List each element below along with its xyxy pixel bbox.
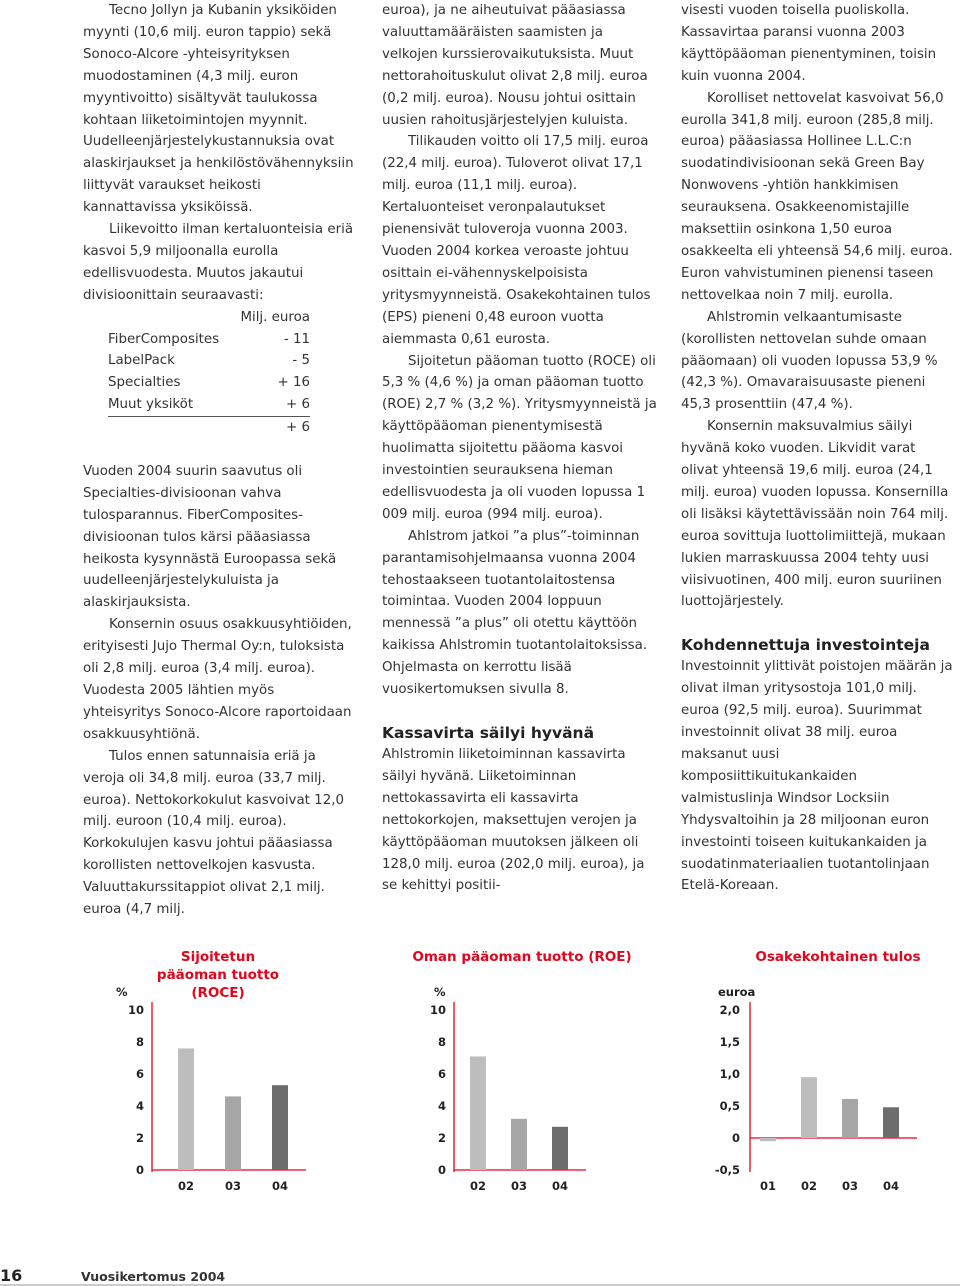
paragraph: Tecno Jollyn ja Kubanin yksiköiden myynti (10,6 milj. euron tappio) sekä Sonoco-Alcore -yhteisyrityksen muodostaminen (4,3 milj. euron myyntivoitto) sisältyvät taulukossa kohtaan liiketoimintojen myynnit. Uudelleenjärjestelykustannuksia ovat alaskirjaukset ja henkilöstövähennyksiin liittyvät varaukset heikosti kannattavissa yksiköissä.: [83, 3, 354, 216]
paragraph: Liikevoitto ilman kertaluonteisia eriä kasvoi 5,9 miljoonalla eurolla edellisvuodesta. Muutos jakautui divisioonittain seuraavasti:: [83, 222, 354, 303]
paragraph: Ahlstrom jatkoi ”a plus”-toiminnan parantamisohjelmaansa vuonna 2004 tehostaakseen tuotantolaitostensa toimintaa. Vuoden 2004 loppuun mennessä ”a plus” oli otettu käyttöön kaikissa Ahlstromin tuotantolaitoksissa. Ohjelmasta on kerrottu lisää vuosikertomuksen sivulla 8.: [382, 528, 648, 698]
x-tick-label: 02: [800, 1179, 818, 1193]
paragraph: Vuoden 2004 suurin saavutus oli Specialties-divisioonan vahva tulosparannus. FiberComposites-divisioonan tulos kärsi pääasiassa heikosta kysynnästä Euroopassa sekä uudelleenjärjestelykuluista ja alaskirjauksista.: [83, 463, 337, 611]
y-unit-label: euroa: [718, 985, 756, 999]
paragraph: Ahlstromin velkaantumisaste (korollisten nettovelan suhde omaan pääomaan) oli vuoden lopussa 53,9 % (42,3 %). Omavaraisuusaste pieneni 45,3 prosenttiin (47,4 %).: [681, 309, 938, 413]
paragraph: visesti vuoden toisella puoliskolla. Kassavirtaa paransi vuonna 2003 käyttöpääoman pienentyminen, toisin kuin vuonna 2004.: [681, 3, 937, 84]
y-tick-label: 4: [437, 1099, 446, 1113]
section-heading: Kohdennettuja investointeja: [681, 636, 930, 655]
divisional-change-table: [108, 307, 310, 439]
y-tick-label: 0: [135, 1163, 144, 1177]
bar: [272, 1085, 288, 1170]
row-label: Muut yksiköt: [108, 397, 194, 413]
table-row: [108, 329, 310, 351]
x-tick-label: 01: [759, 1179, 777, 1193]
x-tick-label: 03: [841, 1179, 859, 1193]
table-row: [108, 394, 310, 417]
chart-roce: [110, 940, 350, 1200]
paragraph: euroa), ja ne aiheutuivat pääasiassa valuuttamääräisten saamisten ja velkojen kurssierovaikutuksista. Muut nettorahoituskulut olivat 2,8 milj. euroa (0,2 milj. euroa). Nousu johtui osittain uusien rahoitusjärjestelyjen kuluista.: [382, 3, 648, 128]
table-total: + 6: [286, 420, 310, 436]
y-tick-label: 0: [437, 1163, 446, 1177]
bar: [225, 1096, 241, 1170]
y-tick-label: 6: [437, 1067, 446, 1081]
text-column-1: [83, 0, 355, 921]
y-tick-label: 0: [731, 1131, 740, 1145]
x-tick-label: 03: [510, 1179, 528, 1193]
row-label: Specialties: [108, 375, 181, 391]
paragraph: Sijoitetun pääoman tuotto (ROCE) oli 5,3 % (4,6 %) ja oman pääoman tuotto (ROE) 2,7 % (3,2 %). Yritysmyynneistä ja käyttöpääoman pienentymisestä huolimatta sijoitettu pääoma kasvoi investointien seurauksena hieman edellisvuodesta ja oli vuoden lopussa 1 009 milj. euroa (994 milj. euroa).: [382, 353, 657, 522]
table-row: [108, 350, 310, 372]
y-tick-label: 8: [135, 1035, 144, 1049]
x-tick-label: 02: [469, 1179, 487, 1193]
chart-title: Osakekohtainen tulos: [755, 949, 921, 965]
text-column-3: [681, 0, 953, 897]
y-tick-label: 1,5: [719, 1035, 740, 1049]
x-tick-label: 03: [224, 1179, 242, 1193]
chart-eps-plot: [708, 940, 948, 1200]
paragraph: Konsernin osuus osakkuusyhtiöiden, erityisesti Jujo Thermal Oy:n, tuloksista oli 2,8 milj. euroa (3,4 milj. euroa). Vuodesta 2005 lähtien myös yhteisyritys Sonoco-Alcore raportoidaan osakkuusyhtiönä.: [83, 617, 352, 742]
paragraph: Investoinnit ylittivät poistojen määrän ja olivat ilman yritysostoja 101,0 milj. euroa (92,5 milj. euroa). Suurimmat investoinnit olivat 38 milj. euroa maksanut uusi komposiittikuitukankaiden valmistuslinja Windsor Locksiin Yhdysvaltoihin ja 28 miljoonan euron investointi toiseen kuitukankaiden ja suodatinmateriaalien tuotantolinjaan Etelä-Koreaan.: [681, 659, 953, 894]
y-tick-label: 10: [127, 1003, 144, 1017]
row-value: + 16: [277, 375, 310, 391]
bar: [883, 1107, 899, 1138]
bar: [842, 1099, 858, 1138]
y-tick-label: 6: [135, 1067, 144, 1081]
y-tick-label: 2: [135, 1131, 144, 1145]
y-tick-label: 1,0: [719, 1067, 740, 1081]
paragraph: Korolliset nettovelat kasvoivat 56,0 eurolla 341,8 milj. euroon (285,8 milj. euroa) pääasiassa Hollinee L.L.C:n suodatindivisioonan sekä Green Bay Nonwovens -yhtiön hankkimisen seurauksena. Osakkeenomistajille maksettiin osinkona 1,50 euroa osakkeelta eli yhteensä 54,6 milj. euroa. Euron vahvistuminen pienensi taseen nettovelkaa noin 7 milj. eurolla.: [681, 90, 953, 303]
y-unit-label: %: [116, 985, 128, 999]
y-tick-label: 2,0: [719, 1003, 740, 1017]
x-tick-label: 02: [177, 1179, 195, 1193]
chart-eps: [708, 940, 948, 1200]
paragraph: Tilikauden voitto oli 17,5 milj. euroa (22,4 milj. euroa). Tuloverot olivat 17,1 milj. euroa (11,1 milj. euroa). Kertaluonteiset veronpalautukset pienensivät tuloveroja vuonna 2003. Vuoden 2004 korkea veroaste johtuu osittain ei-vähennyskelpoisista yritysmyynneistä. Osakekohtainen tulos (EPS) pieneni 0,48 euroon vuotta aiemmasta 0,61 eurosta.: [382, 134, 651, 347]
bar: [178, 1048, 194, 1170]
text-column-2: [382, 0, 657, 897]
publication-title: Vuosikertomus 2004: [81, 1269, 226, 1284]
chart-roe: [412, 940, 652, 1200]
row-value: + 6: [286, 397, 310, 413]
paragraph: Ahlstromin liiketoiminnan kassavirta säilyi hyvänä. Liiketoiminnan nettokassavirta eli kassavirta nettokorkojen, maksettujen verojen ja käyttöpääoman muutoksen jälkeen oli 128,0 milj. euroa (202,0 milj. euroa), ja se kehittyi positii-: [382, 747, 645, 894]
bar: [801, 1077, 817, 1138]
table-row: [108, 372, 310, 394]
bar: [552, 1127, 568, 1170]
page-number: 16: [0, 1266, 23, 1285]
table-total-row: [108, 417, 310, 439]
chart-title: Oman pääoman tuotto (ROE): [412, 949, 632, 965]
table-unit: Milj. euroa: [240, 309, 310, 325]
y-tick-label: 2: [437, 1131, 446, 1145]
y-tick-label: -0,5: [714, 1163, 740, 1177]
bar: [511, 1119, 527, 1170]
row-value: - 11: [283, 331, 310, 347]
row-value: - 5: [292, 353, 310, 369]
y-unit-label: %: [434, 985, 446, 999]
y-tick-label: 8: [437, 1035, 446, 1049]
bar: [760, 1138, 776, 1141]
paragraph: Tulos ennen satunnaisia eriä ja veroja oli 34,8 milj. euroa (33,7 milj. euroa). Nettokorkokulut kasvoivat 12,0 milj. euroon (10,4 milj. euroa). Korkokulujen kasvu johtui pääasiassa korollisten nettovelkojen kasvusta. Valuuttakurssitappiot olivat 2,1 milj. euroa (4,7 milj.: [83, 748, 344, 918]
row-label: LabelPack: [108, 353, 175, 369]
y-tick-label: 10: [429, 1003, 446, 1017]
x-tick-label: 04: [271, 1179, 289, 1193]
row-label: FiberComposites: [108, 331, 220, 347]
y-tick-label: 4: [135, 1099, 144, 1113]
bar: [470, 1056, 486, 1170]
chart-roce-plot: [110, 940, 350, 1200]
section-heading: Kassavirta säilyi hyvänä: [382, 724, 595, 742]
x-tick-label: 04: [882, 1179, 900, 1193]
paragraph: Konsernin maksuvalmius säilyi hyvänä koko vuoden. Likvidit varat olivat yhteensä 19,6 milj. euroa (24,1 milj. euroa) vuoden lopussa. Konsernilla oli lisäksi käytettävissään noin 764 milj. euroa sovittuja luottolimiittejä, mukaan lukien marraskuussa 2004 tehty uusi viisivuotinen, 400 milj. euron suuriinen luottojärjestely.: [681, 419, 949, 610]
x-tick-label: 04: [551, 1179, 569, 1193]
y-tick-label: 0,5: [719, 1099, 740, 1113]
chart-title: Sijoitetun pääoman tuotto (ROCE): [156, 949, 280, 1001]
chart-roe-plot: [412, 940, 652, 1200]
